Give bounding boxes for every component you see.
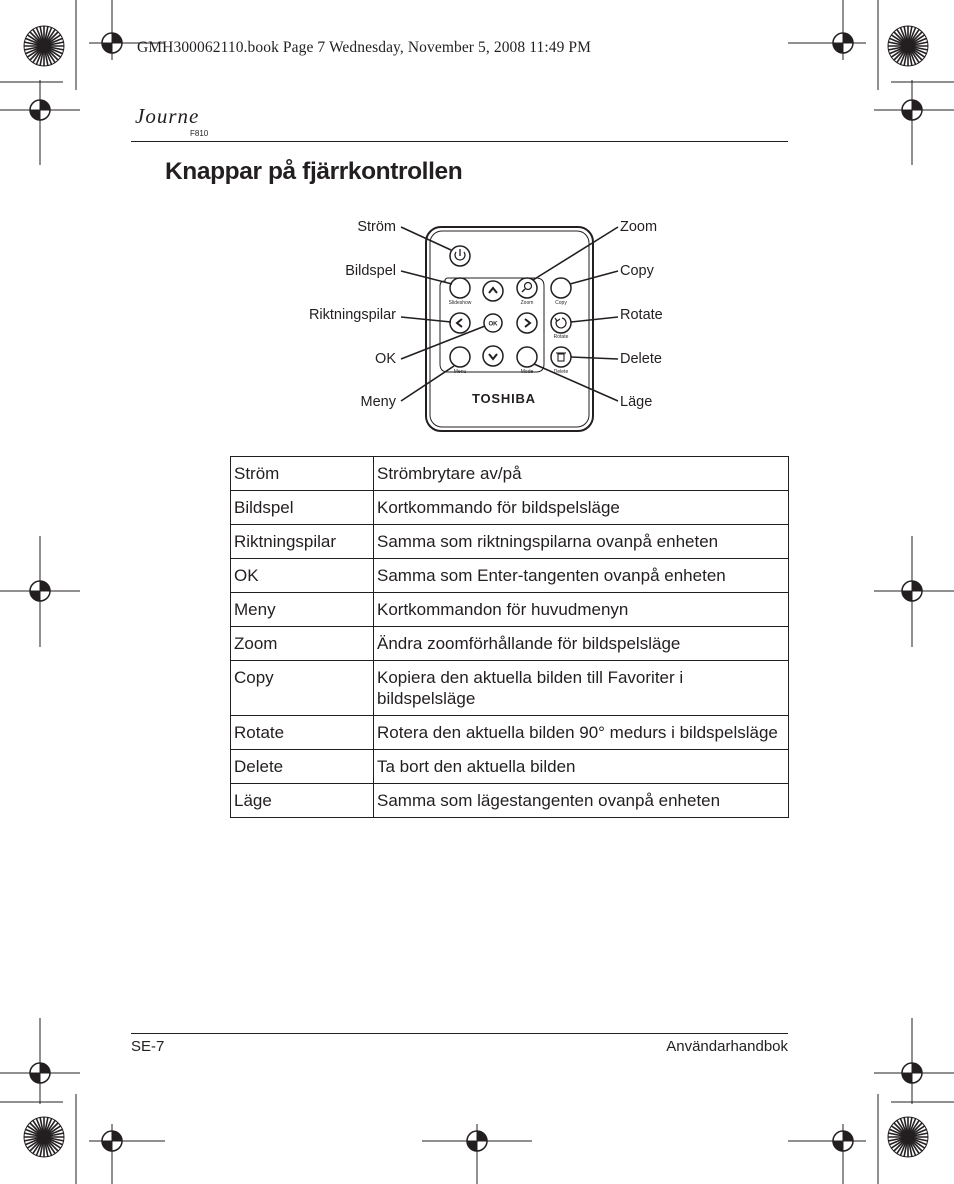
button-name: Copy xyxy=(231,661,374,716)
page-title: Knappar på fjärrkontrollen xyxy=(165,158,463,185)
button-description: Samma som Enter-tangenten ovanpå enheten xyxy=(374,559,789,593)
zoom-button xyxy=(517,278,537,298)
delete-label: Delete xyxy=(553,369,569,375)
button-description: Samma som lägestangenten ovanpå enheten xyxy=(374,784,789,818)
button-name: Bildspel xyxy=(231,491,374,525)
delete-button xyxy=(551,347,571,367)
button-name: Delete xyxy=(231,750,374,784)
button-description: Ta bort den aktuella bilden xyxy=(374,750,789,784)
ok-button-text: OK xyxy=(488,321,498,328)
page-number: SE-7 xyxy=(131,1038,165,1055)
table-row xyxy=(231,525,789,559)
callout-lage: Läge xyxy=(620,394,653,410)
button-name: Riktningspilar xyxy=(231,525,374,559)
up-arrow-button xyxy=(483,281,503,301)
table-row xyxy=(231,784,789,818)
mode-label: Mode xyxy=(520,369,534,375)
journe-logo: Journe xyxy=(135,104,200,128)
trash-icon xyxy=(558,354,564,361)
table-row xyxy=(231,661,789,716)
right-arrow-button xyxy=(517,313,537,333)
model-number: F810 xyxy=(190,129,209,138)
callout-copy: Copy xyxy=(620,263,654,279)
button-description: Samma som riktningspilarna ovanpå enheten xyxy=(374,525,789,559)
table-row xyxy=(231,559,789,593)
toshiba-brand: TOSHIBA xyxy=(472,391,536,406)
left-arrow-button xyxy=(450,313,470,333)
callout-bildspel: Bildspel xyxy=(345,263,396,279)
table-row xyxy=(231,716,789,750)
chevron-down-icon xyxy=(489,354,497,359)
slideshow-button xyxy=(450,278,470,298)
callout-delete: Delete xyxy=(620,351,662,367)
rotate-button xyxy=(551,313,571,333)
print-slug: GMH300062110.book Page 7 Wednesday, November 5, 2008 11:49 PM xyxy=(137,39,592,56)
callout-zoom: Zoom xyxy=(620,219,658,235)
copy-label: Copy xyxy=(555,300,567,306)
button-name: Meny xyxy=(231,593,374,627)
table-row xyxy=(231,593,789,627)
table-row xyxy=(231,491,789,525)
zoom-label: Zoom xyxy=(520,300,534,306)
footer-rule xyxy=(131,1033,788,1034)
chevron-up-icon xyxy=(489,288,497,293)
table-row xyxy=(231,457,789,491)
button-table xyxy=(230,456,789,818)
rotate-icon xyxy=(556,318,566,328)
callout-ok: OK xyxy=(375,351,396,367)
button-name: Ström xyxy=(231,457,374,491)
chevron-right-icon xyxy=(525,319,530,327)
button-description: Ändra zoomförhållande för bildspelsläge xyxy=(374,627,789,661)
book-title: Användarhandbok xyxy=(666,1038,788,1055)
button-description: Strömbrytare av/på xyxy=(374,457,789,491)
button-description: Kortkommandon för huvudmenyn xyxy=(374,593,789,627)
callout-rotate: Rotate xyxy=(620,307,663,323)
menu-label: Menu xyxy=(453,369,467,375)
button-description: Rotera den aktuella bilden 90° medurs i bildspelsläge xyxy=(374,716,789,750)
button-name: Rotate xyxy=(231,716,374,750)
button-name: Zoom xyxy=(231,627,374,661)
copy-button xyxy=(551,278,571,298)
down-arrow-button xyxy=(483,346,503,366)
chevron-left-icon xyxy=(457,319,462,327)
magnifier-icon xyxy=(525,283,532,290)
button-description: Kopiera den aktuella bilden till Favoriter i bildspelsläge xyxy=(374,661,789,716)
callout-meny: Meny xyxy=(360,394,396,410)
header-rule xyxy=(131,141,788,142)
button-name: Läge xyxy=(231,784,374,818)
button-name: OK xyxy=(231,559,374,593)
callout-riktningspilar: Riktningspilar xyxy=(308,307,396,323)
callout-strom: Ström xyxy=(357,219,396,235)
menu-button xyxy=(450,347,470,367)
button-description: Kortkommando för bildspelsläge xyxy=(374,491,789,525)
table-row xyxy=(231,750,789,784)
rotate-label: Rotate xyxy=(553,334,569,340)
slideshow-label: Slideshow xyxy=(448,300,472,306)
table-row xyxy=(231,627,789,661)
